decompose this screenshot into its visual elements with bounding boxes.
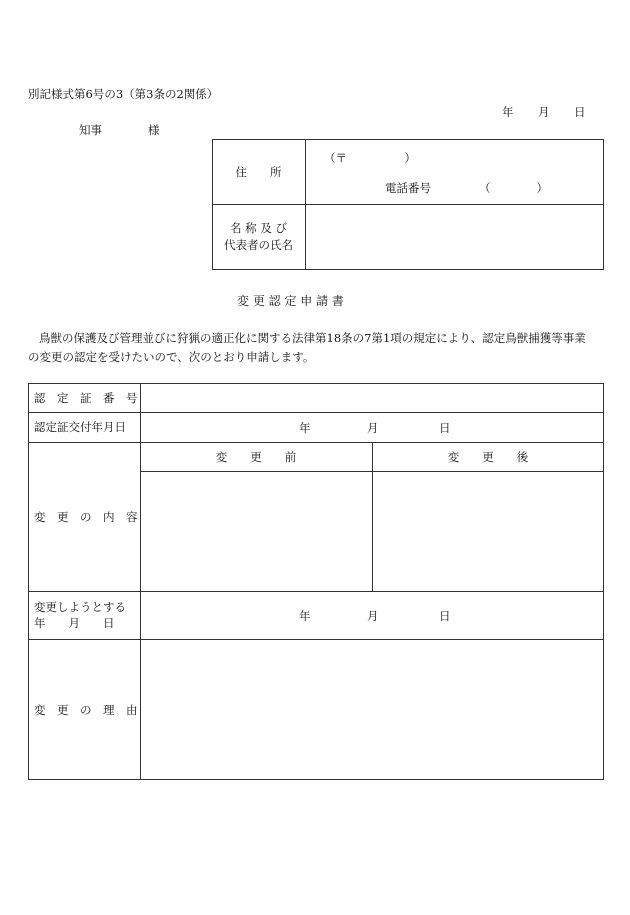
planned-date-day: 日 <box>439 608 451 623</box>
cert-date-field[interactable] <box>141 413 603 442</box>
addressee-label: 知事 <box>79 123 102 137</box>
planned-date-label-line2: 年 月 日 <box>34 616 115 630</box>
date-day-label: 日 <box>574 105 586 119</box>
planned-date-field[interactable] <box>141 592 603 639</box>
before-header: 変 更 前 <box>215 449 297 464</box>
date-year-label: 年 <box>502 105 514 119</box>
name-label-line1: 名 称 及 び <box>230 221 287 235</box>
address-label: 住 所 <box>235 164 282 179</box>
change-reason-field[interactable] <box>141 640 603 779</box>
cert-date-year: 年 <box>299 420 311 435</box>
cert-number-label: 認 定 証 番 号 <box>34 390 138 405</box>
date-month-label: 月 <box>538 105 550 119</box>
cert-date-day: 日 <box>439 420 451 435</box>
honorific-label: 様 <box>148 123 160 137</box>
phone-label: 電話番号 <box>385 181 431 195</box>
body-text-line1: 鳥獣の保護及び管理並びに狩猟の適正化に関する法律第18条の7第1項の規定により、認定鳥獣捕獲等事業 <box>39 331 586 345</box>
planned-date-label <box>34 591 126 639</box>
cert-number-field[interactable] <box>141 384 603 412</box>
planned-date-month: 月 <box>367 608 379 623</box>
after-content-field[interactable] <box>373 472 603 590</box>
planned-date-year: 年 <box>299 608 311 623</box>
change-content-label: 変 更 の 内 容 <box>34 509 138 524</box>
cert-date-label: 認定証交付年月日 <box>34 420 126 434</box>
after-header: 変 更 後 <box>447 449 529 464</box>
form-id: 別記様式第6号の3（第3条の2関係） <box>28 87 219 101</box>
name-label-line2: 代表者の氏名 <box>224 238 293 252</box>
phone-field[interactable]: （ ） <box>479 181 548 195</box>
postal-code-field[interactable]: （〒 ） <box>324 151 416 165</box>
name-label <box>212 204 305 270</box>
cert-date-month: 月 <box>367 420 379 435</box>
before-content-field[interactable] <box>141 472 371 590</box>
change-reason-label: 変 更 の 理 由 <box>34 702 138 717</box>
document-title: 変 更 認 定 申 請 書 <box>237 294 344 308</box>
body-text-line2: の変更の認定を受けたいので、次のとおり申請します。 <box>28 350 315 364</box>
planned-date-label-line1: 変更しようとする <box>34 600 126 614</box>
name-field[interactable] <box>306 205 603 269</box>
